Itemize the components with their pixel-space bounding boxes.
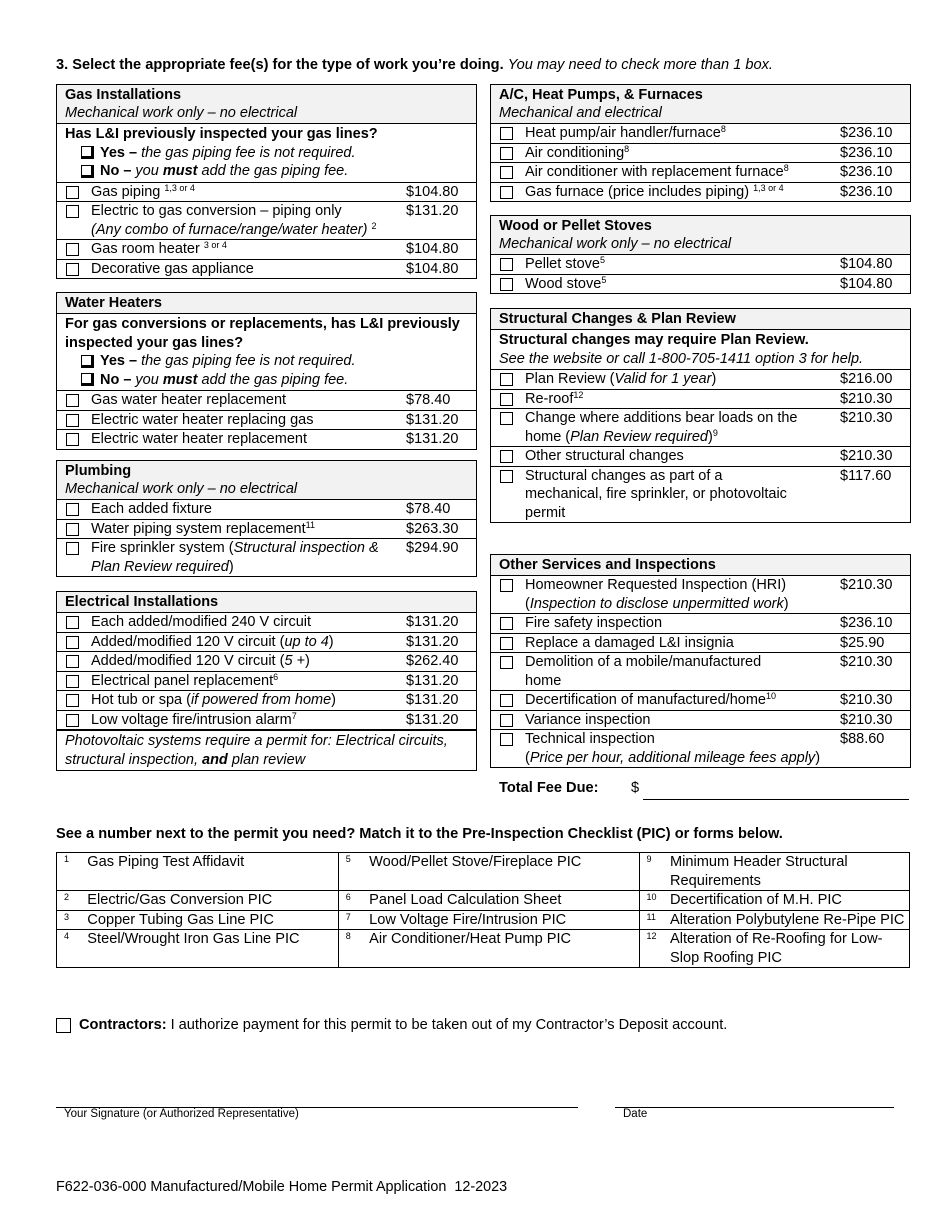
fee-row: Decertification of manufactured/home$^{10}$ $210.30 [491, 691, 910, 711]
section-subtitle: Mechanical work only – no electrical [499, 236, 732, 252]
checkbox[interactable] [500, 373, 513, 386]
checkbox[interactable] [500, 617, 513, 630]
table-row: 3 Copper Tubing Gas Line PIC 7 Low Voltage Fire/Intrusion PIC 11 Alteration Polybutylene Re-Pipe PIC [57, 910, 910, 930]
fee-row: Replace a damaged L&I insignia $25.90 [491, 634, 910, 654]
checkbox[interactable] [500, 450, 513, 463]
section-instruction: 3. Select the appropriate fee(s) for the type of work you’re doing. You may need to check more than 1 box. [56, 57, 773, 73]
checkbox[interactable] [500, 147, 513, 160]
checkbox[interactable] [66, 394, 79, 407]
fee-row: Wood stove$^5$ $104.80 [491, 275, 910, 294]
fee-row: Added/modified 120 V circuit (5 +) $262.40 [57, 652, 476, 672]
checkbox[interactable] [81, 355, 94, 368]
table-row: 4 Steel/Wrought Iron Gas Line PIC 8 Air Conditioner/Heat Pump PIC 12 Alteration of Re-Roofing for Low-Slop Roofing PIC [57, 930, 910, 968]
checkbox[interactable] [500, 694, 513, 707]
fee-row: Electric to gas conversion – piping only (Any combo of furnace/range/water heater) $^2$ $131.20 [57, 202, 476, 240]
gas-no-option[interactable]: No – you must add the gas piping fee. [65, 162, 468, 181]
fee-row: Each added/modified 240 V circuit $131.20 [57, 613, 476, 633]
fee-row: Air conditioner with replacement furnace$^8$ $236.10 [491, 163, 910, 183]
contractors-checkbox[interactable] [56, 1018, 71, 1033]
table-row: 1 Gas Piping Test Affidavit 5 Wood/Pellet Stove/Fireplace PIC 9 Minimum Header Structural Requirements [57, 853, 910, 891]
signature-label: Your Signature (or Authorized Representative) [64, 1108, 299, 1120]
checkbox[interactable] [66, 186, 79, 199]
pic-instruction: See a number next to the permit you need? Match it to the Pre-Inspection Checklist (PIC) or forms below. [56, 826, 783, 842]
fee-row: Added/modified 120 V circuit (up to 4) $131.20 [57, 633, 476, 653]
section-title: Gas Installations [65, 87, 182, 103]
checkbox[interactable] [66, 714, 79, 727]
fee-row: Re-roof$^{12}$ $210.30 [491, 390, 910, 410]
checkbox[interactable] [81, 165, 94, 178]
checkbox[interactable] [500, 656, 513, 669]
date-field[interactable] [615, 1107, 894, 1108]
checkbox[interactable] [66, 616, 79, 629]
fee-row: Gas piping $^{1,3 or 4}$ $104.80 [57, 183, 476, 203]
section-subtitle: Mechanical work only – no electrical [65, 105, 298, 121]
fee-row: Pellet stove$^5$ $104.80 [491, 255, 910, 275]
pic-reference-table [56, 852, 910, 968]
checkbox[interactable] [66, 205, 79, 218]
fee-row: Low voltage fire/intrusion alarm$^7$ $131.20 [57, 711, 476, 731]
checkbox[interactable] [500, 258, 513, 271]
table-row: 2 Electric/Gas Conversion PIC 6 Panel Load Calculation Sheet 10 Decertification of M.H. PIC [57, 891, 910, 911]
checkbox[interactable] [66, 243, 79, 256]
water-yes-option[interactable]: Yes – the gas piping fee is not required. [65, 352, 468, 371]
fee-row: Gas furnace (price includes piping) $^{1,3 or 4}$ $236.10 [491, 183, 910, 202]
checkbox[interactable] [81, 146, 94, 159]
fee-row: Heat pump/air handler/furnace$^8$ $236.10 [491, 124, 910, 144]
gas-installations-section [56, 84, 477, 279]
fee-row: Fire sprinkler system (Structural inspection & Plan Review required) $294.90 [57, 539, 476, 576]
section-title: Other Services and Inspections [499, 557, 716, 573]
gas-question: Has L&I previously inspected your gas lines? Yes – the gas piping fee is not required. No – you must add the gas piping fee. [57, 124, 476, 183]
water-heaters-section [56, 292, 477, 450]
checkbox[interactable] [500, 166, 513, 179]
plumbing-section [56, 460, 477, 577]
checkbox[interactable] [66, 433, 79, 446]
checkbox[interactable] [500, 278, 513, 291]
fee-row: Variance inspection $210.30 [491, 711, 910, 731]
checkbox[interactable] [66, 655, 79, 668]
checkbox[interactable] [66, 636, 79, 649]
fee-row: Other structural changes $210.30 [491, 447, 910, 467]
fee-row: Electrical panel replacement$^6$ $131.20 [57, 672, 476, 692]
fee-row: Water piping system replacement$^{11}$ $263.30 [57, 520, 476, 540]
water-question: For gas conversions or replacements, has L&I previously inspected your gas lines? Yes – the gas piping fee is not required. No – you must add the gas piping fee. [57, 314, 476, 391]
checkbox[interactable] [500, 393, 513, 406]
fee-row: Gas water heater replacement $78.40 [57, 391, 476, 411]
section-title: Structural Changes & Plan Review [499, 311, 736, 327]
fee-row: Fire safety inspection $236.10 [491, 614, 910, 634]
checkbox[interactable] [500, 637, 513, 650]
other-services-section [490, 554, 911, 768]
checkbox[interactable] [66, 675, 79, 688]
section-subtitle: Mechanical work only – no electrical [65, 481, 298, 497]
water-no-option[interactable]: No – you must add the gas piping fee. [65, 371, 468, 390]
total-fee-due: Total Fee Due: $ [499, 780, 598, 796]
photovoltaic-note: Photovoltaic systems require a permit for: Electrical circuits, structural inspection, and plan review [57, 730, 476, 770]
checkbox[interactable] [66, 414, 79, 427]
checkbox[interactable] [66, 503, 79, 516]
fee-row: Plan Review (Valid for 1 year) $216.00 [491, 370, 910, 390]
checkbox[interactable] [66, 694, 79, 707]
structural-info: Structural changes may require Plan Review. See the website or call 1-800-705-1411 option 3 for help. [491, 330, 910, 370]
structural-section [490, 308, 911, 523]
section-title: Electrical Installations [65, 594, 219, 610]
checkbox[interactable] [66, 542, 79, 555]
checkbox[interactable] [66, 263, 79, 276]
date-label: Date [623, 1108, 648, 1120]
section-title: Wood or Pellet Stoves [499, 218, 652, 234]
wood-pellet-stoves-section [490, 215, 911, 294]
fee-row: Hot tub or spa (if powered from home) $131.20 [57, 691, 476, 711]
checkbox[interactable] [81, 373, 94, 386]
checkbox[interactable] [500, 470, 513, 483]
contractors-authorization: Contractors: I authorize payment for this permit to be taken out of my Contractor’s Deposit account. [56, 1017, 727, 1033]
checkbox[interactable] [500, 579, 513, 592]
fee-row: Each added fixture $78.40 [57, 500, 476, 520]
fee-row: Gas room heater $^{3 or 4}$ $104.80 [57, 240, 476, 260]
fee-row: Electric water heater replacing gas $131.20 [57, 411, 476, 431]
gas-yes-option[interactable]: Yes – the gas piping fee is not required. [65, 144, 468, 163]
fee-row: Electric water heater replacement $131.20 [57, 430, 476, 449]
fee-row: Technical inspection (Price per hour, additional mileage fees apply) $88.60 [491, 730, 910, 767]
ac-heat-pumps-section [490, 84, 911, 202]
fee-row: Decorative gas appliance $104.80 [57, 260, 476, 279]
total-fee-input[interactable] [643, 799, 909, 800]
form-footer: F622-036-000 Manufactured/Mobile Home Permit Application 12-2023 [56, 1179, 508, 1195]
section-title: Water Heaters [65, 295, 162, 311]
fee-row: Demolition of a mobile/manufactured home $210.30 [491, 653, 910, 691]
fee-row: Air conditioning$^8$ $236.10 [491, 144, 910, 164]
section-title: Plumbing [65, 463, 132, 479]
checkbox[interactable] [66, 523, 79, 536]
checkbox[interactable] [500, 733, 513, 746]
fee-row: Change where additions bear loads on the home (Plan Review required)$^9$ $210.30 [491, 409, 910, 447]
fee-row: Homeowner Requested Inspection (HRI) (Inspection to disclose unpermitted work) $210.30 [491, 576, 910, 614]
fee-row: Structural changes as part of a mechanical, fire sprinkler, or photovoltaic permit $117.60 [491, 467, 910, 523]
checkbox[interactable] [500, 714, 513, 727]
checkbox[interactable] [500, 186, 513, 199]
checkbox[interactable] [500, 412, 513, 425]
checkbox[interactable] [500, 127, 513, 140]
electrical-section [56, 591, 477, 771]
section-title: A/C, Heat Pumps, & Furnaces [499, 87, 703, 103]
section-subtitle: Mechanical and electrical [499, 105, 662, 121]
